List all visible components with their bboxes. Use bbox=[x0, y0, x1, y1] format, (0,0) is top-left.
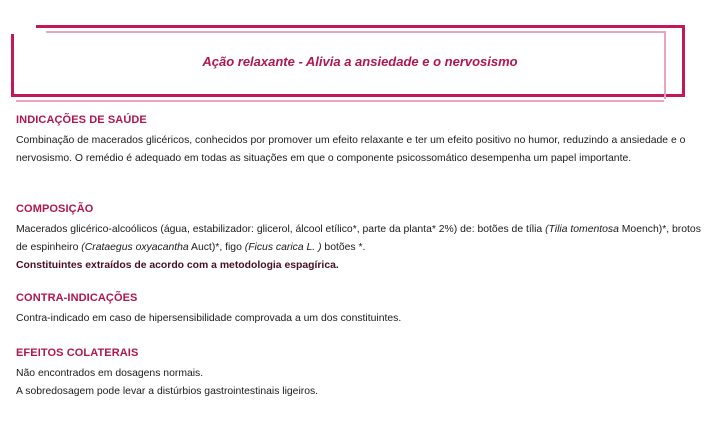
section-contraindications bbox=[16, 292, 706, 328]
contraindications-text: Contra-indicado em caso de hipersensibilidade comprovada a um dos constituintes. bbox=[16, 313, 402, 324]
latin-name-crataegus: (Crataegus oxyacantha bbox=[81, 242, 189, 253]
side-effects-heading: EFEITOS COLATERAIS bbox=[16, 347, 139, 359]
composition-heading: COMPOSIÇÃO bbox=[16, 203, 94, 215]
frame-bottom-line bbox=[11, 94, 685, 97]
frame-light-top bbox=[46, 31, 664, 33]
section-indications bbox=[16, 114, 706, 168]
side-effects-line2: A sobredosagem pode levar a distúrbios gastrointestinais ligeiros. bbox=[16, 386, 319, 397]
composition-part4: botões *. bbox=[321, 242, 366, 253]
indications-text: Combinação de macerados glicéricos, conhecidos por promover um efeito relaxante e ter um efeito positivo no humor, reduzindo a ansiedade e o nervosismo. O remédio é adequado em todas as situações em que o componente psicossomático desempenha um papel importante. bbox=[16, 135, 686, 164]
latin-name-ficus: (Ficus carica L. ) bbox=[244, 242, 322, 253]
composition-part2: Moench)*, brotos de espinheiro bbox=[16, 224, 701, 253]
composition-part1: Macerados glicérico-alcoólicos (água, estabilizador: glicerol, álcool etílico*, parte da planta* 2%) de: botões de tília bbox=[16, 224, 546, 235]
contraindications-heading: CONTRA-INDICAÇÕES bbox=[16, 292, 138, 304]
indications-heading: INDICAÇÕES DE SAÚDE bbox=[16, 114, 147, 126]
composition-text bbox=[16, 221, 706, 257]
side-effects-line1: Não encontrados em dosagens normais. bbox=[16, 368, 204, 379]
page-title: Ação relaxante - Alivia a ansiedade e o nervosismo bbox=[202, 54, 518, 69]
frame-light-bottom bbox=[16, 100, 664, 102]
frame-top-line bbox=[36, 25, 684, 28]
latin-name-tilia: (Tilia tomentosa bbox=[545, 224, 619, 235]
section-composition bbox=[16, 203, 706, 275]
composition-note: Constituintes extraídos de acordo com a metodologia espagírica. bbox=[16, 260, 339, 271]
composition-part3: Auct)*, figo bbox=[188, 242, 245, 253]
section-side-effects bbox=[16, 347, 706, 401]
